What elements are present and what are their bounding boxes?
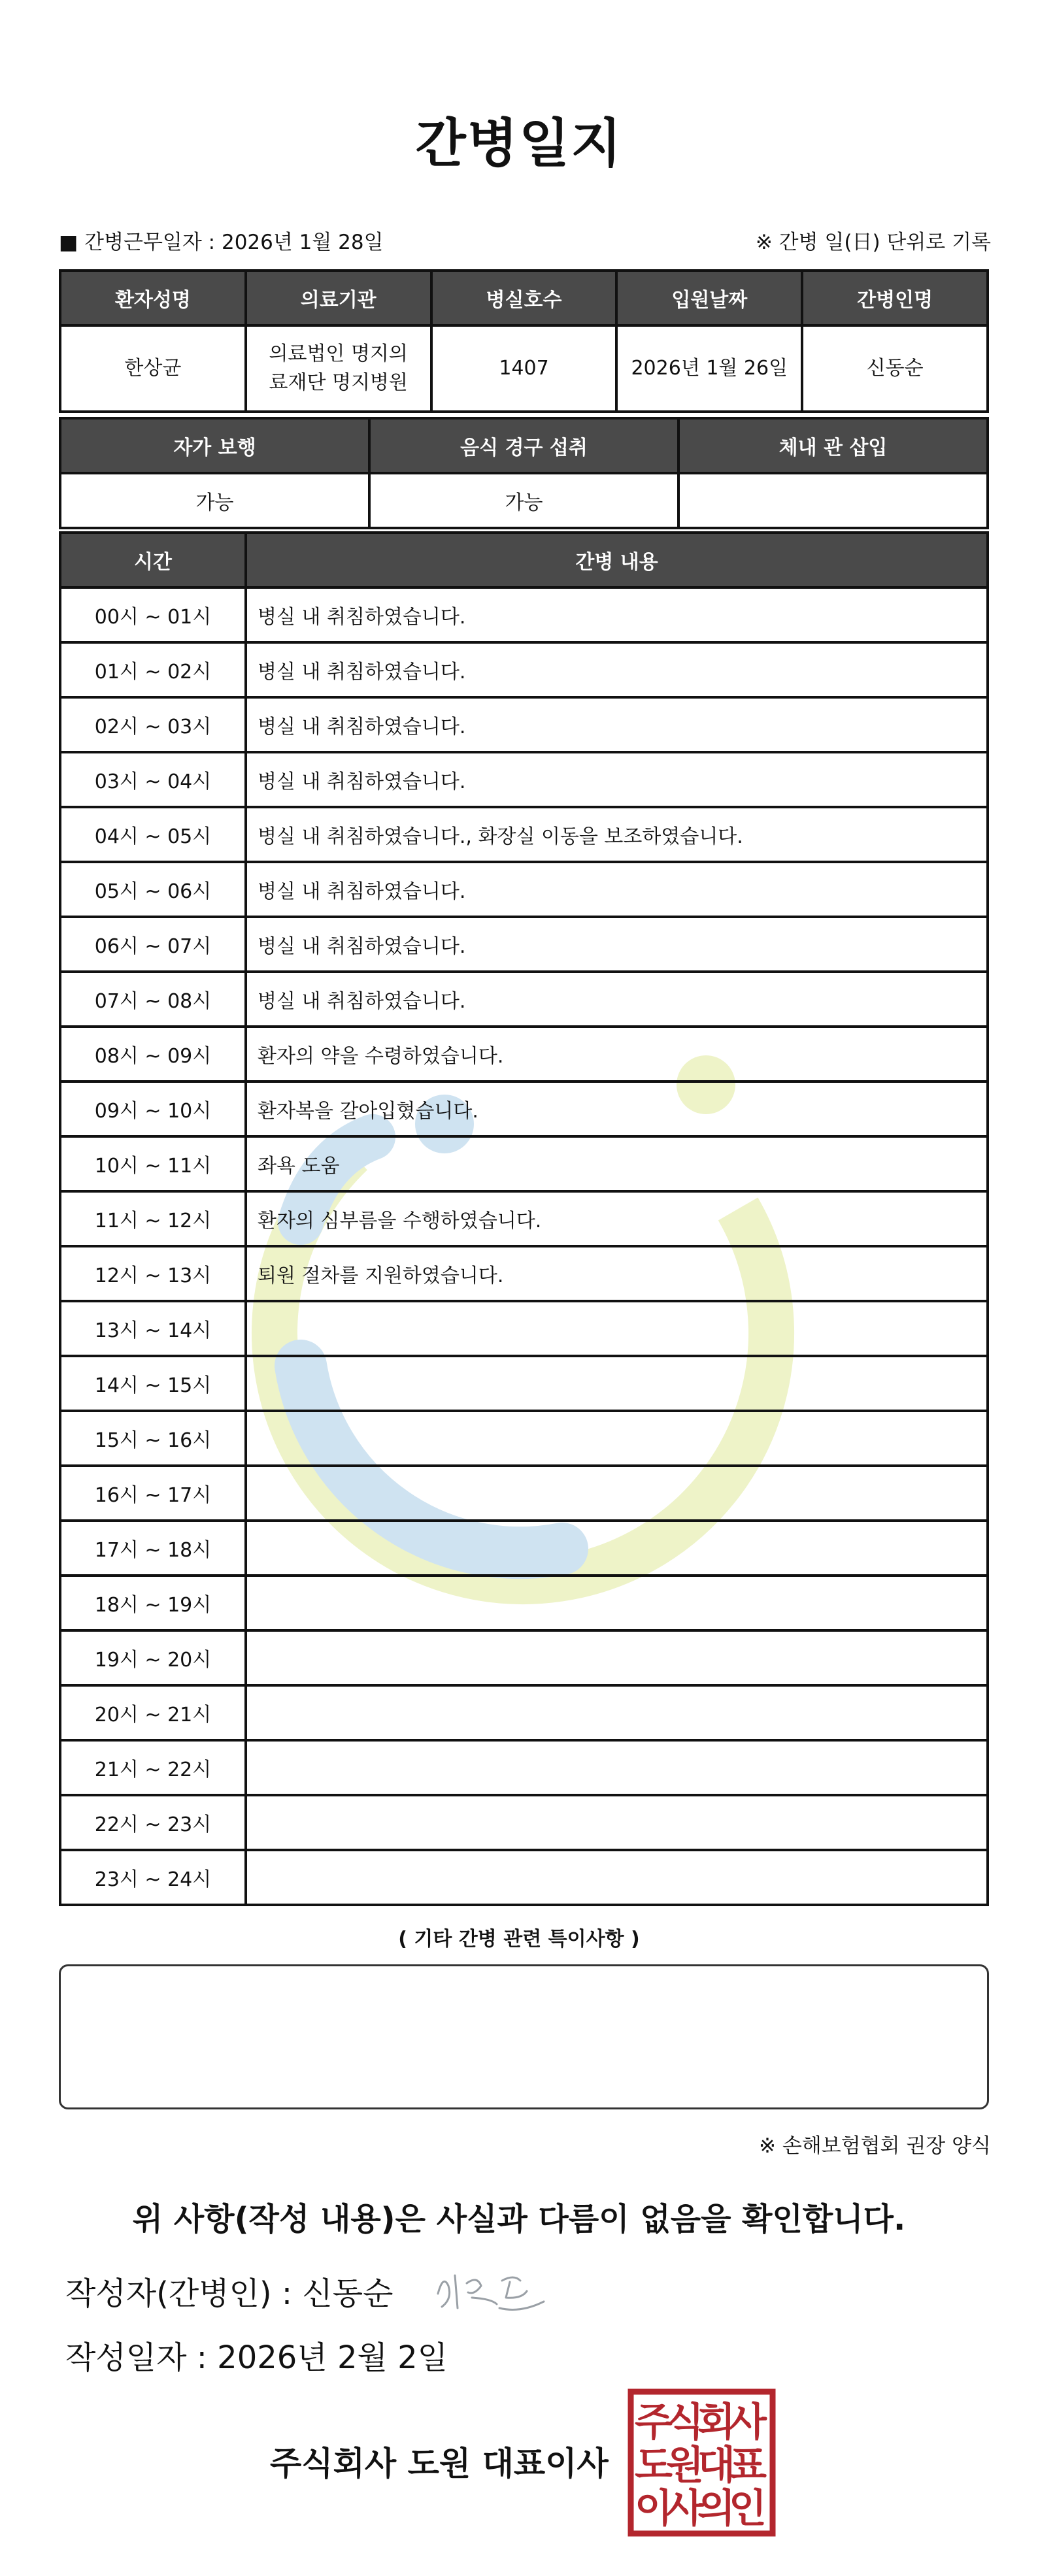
svg-text:대: 대 (697, 2443, 735, 2488)
table-row (60, 752, 988, 807)
row-time: 08시 ~ 09시 (60, 1027, 246, 1082)
row-time: 04시 ~ 05시 (60, 807, 246, 862)
row-care-content (246, 1521, 988, 1576)
table-row (60, 807, 988, 862)
svg-text:사: 사 (729, 2400, 767, 2445)
table-row (60, 1356, 988, 1411)
notes-title: ( 기타 간병 관련 특이사항 ) (398, 1928, 640, 1951)
row-time: 15시 ~ 16시 (60, 1411, 246, 1466)
hospital-name: 의료법인 명지의 료재단 명지병원 (246, 325, 431, 412)
care-log-table (59, 531, 989, 1906)
row-time: 19시 ~ 20시 (60, 1630, 246, 1685)
table-row (60, 862, 988, 917)
svg-text:식: 식 (666, 2400, 704, 2445)
table-row (60, 642, 988, 697)
row-time: 23시 ~ 24시 (60, 1850, 246, 1905)
row-care-content: 환자의 약을 수령하였습니다. (246, 1027, 988, 1082)
admission-date: 2026년 1월 26일 (616, 325, 802, 412)
header-tube-insertion: 체내 관 삽입 (678, 418, 988, 473)
row-time: 18시 ~ 19시 (60, 1576, 246, 1630)
row-time: 07시 ~ 08시 (60, 972, 246, 1027)
declaration-text: 위 사항(작성 내용)은 사실과 다름이 없음을 확인합니다. (132, 2201, 906, 2237)
table-row (60, 1521, 988, 1576)
table-row (60, 1411, 988, 1466)
header-oral-intake: 음식 경구 섭취 (369, 418, 678, 473)
patient-name: 한상균 (60, 325, 246, 412)
table-row (60, 1740, 988, 1795)
row-care-content: 좌욕 도움 (246, 1136, 988, 1191)
row-time: 11시 ~ 12시 (60, 1191, 246, 1246)
row-time: 20시 ~ 21시 (60, 1685, 246, 1740)
table-row (60, 972, 988, 1027)
work-date: ■ 간병근무일자 : 2026년 1월 28일 (59, 231, 384, 254)
header-self-walking: 자가 보행 (60, 418, 369, 473)
row-time: 09시 ~ 10시 (60, 1082, 246, 1136)
table-row (60, 1576, 988, 1630)
row-time: 17시 ~ 18시 (60, 1521, 246, 1576)
room-number: 1407 (431, 325, 617, 412)
patient-info-table (59, 269, 989, 413)
svg-text:표: 표 (729, 2443, 767, 2488)
row-time: 16시 ~ 17시 (60, 1466, 246, 1521)
row-care-content: 병실 내 취침하였습니다. (246, 972, 988, 1027)
row-time: 05시 ~ 06시 (60, 862, 246, 917)
svg-text:이: 이 (635, 2486, 673, 2532)
row-time: 01시 ~ 02시 (60, 642, 246, 697)
table-row (60, 1685, 988, 1740)
table-row (60, 1795, 988, 1850)
svg-text:사: 사 (666, 2486, 704, 2532)
header-patient-name: 환자성명 (60, 271, 246, 325)
table-row (60, 1027, 988, 1082)
svg-text:원: 원 (666, 2443, 704, 2488)
row-time: 22시 ~ 23시 (60, 1795, 246, 1850)
self-walking-value: 가능 (60, 473, 369, 528)
handwritten-signature (429, 2261, 553, 2320)
row-care-content: 병실 내 취침하였습니다. (246, 642, 988, 697)
header-hospital: 의료기관 (246, 271, 431, 325)
table-row (60, 1850, 988, 1905)
row-care-content: 병실 내 취침하였습니다. (246, 752, 988, 807)
table-row (60, 917, 988, 972)
row-care-content: 병실 내 취침하였습니다. (246, 697, 988, 752)
patient-status-table (59, 417, 989, 529)
company-representative: 주식회사 도원 대표이사 (270, 2445, 609, 2483)
table-row (60, 1246, 988, 1301)
special-notes-box (59, 1964, 989, 2109)
row-care-content (246, 1411, 988, 1466)
svg-text:의: 의 (697, 2486, 735, 2532)
row-care-content (246, 1301, 988, 1356)
written-date: 작성일자 : 2026년 2월 2일 (65, 2339, 448, 2376)
table-row (60, 1136, 988, 1191)
writer-line: 작성자(간병인) : 신동순 (65, 2275, 393, 2312)
caregiver-name: 신동순 (802, 325, 988, 412)
header-time: 시간 (60, 533, 246, 587)
row-care-content (246, 1630, 988, 1685)
svg-text:도: 도 (635, 2443, 673, 2488)
table-row (60, 697, 988, 752)
table-row (60, 1630, 988, 1685)
row-time: 03시 ~ 04시 (60, 752, 246, 807)
table-row (60, 1301, 988, 1356)
row-time: 10시 ~ 11시 (60, 1136, 246, 1191)
row-care-content: 환자복을 갈아입혔습니다. (246, 1082, 988, 1136)
form-source-note: ※ 손해보험협회 권장 양식 (759, 2134, 991, 2158)
oral-intake-value: 가능 (369, 473, 678, 528)
row-time: 02시 ~ 03시 (60, 697, 246, 752)
row-time: 12시 ~ 13시 (60, 1246, 246, 1301)
row-care-content: 퇴원 절차를 지원하였습니다. (246, 1246, 988, 1301)
svg-text:회: 회 (697, 2400, 735, 2445)
tube-insertion-value (678, 473, 988, 528)
header-admission-date: 입원날짜 (616, 271, 802, 325)
header-care-content: 간병 내용 (246, 533, 988, 587)
row-care-content: 병실 내 취침하였습니다. (246, 917, 988, 972)
row-care-content (246, 1740, 988, 1795)
header-caregiver-name: 간병인명 (802, 271, 988, 325)
row-time: 13시 ~ 14시 (60, 1301, 246, 1356)
header-room-number: 병실호수 (431, 271, 617, 325)
page-title: 간병일지 (415, 113, 623, 174)
table-row (60, 1466, 988, 1521)
row-time: 06시 ~ 07시 (60, 917, 246, 972)
table-row (60, 587, 988, 642)
daily-record-note: ※ 간병 일(日) 단위로 기록 (755, 231, 991, 254)
company-seal (628, 2388, 776, 2537)
row-care-content (246, 1576, 988, 1630)
row-care-content: 병실 내 취침하였습니다. (246, 587, 988, 642)
row-care-content (246, 1356, 988, 1411)
row-care-content (246, 1685, 988, 1740)
row-care-content (246, 1466, 988, 1521)
special-notes-content (61, 1966, 987, 1987)
svg-text:주: 주 (635, 2400, 673, 2445)
row-time: 21시 ~ 22시 (60, 1740, 246, 1795)
row-time: 14시 ~ 15시 (60, 1356, 246, 1411)
table-row (60, 1082, 988, 1136)
row-care-content: 환자의 심부름을 수행하였습니다. (246, 1191, 988, 1246)
svg-text:인: 인 (729, 2486, 767, 2532)
row-care-content: 병실 내 취침하였습니다., 화장실 이동을 보조하였습니다. (246, 807, 988, 862)
row-care-content (246, 1850, 988, 1905)
row-care-content (246, 1795, 988, 1850)
row-care-content: 병실 내 취침하였습니다. (246, 862, 988, 917)
table-row (60, 1191, 988, 1246)
row-time: 00시 ~ 01시 (60, 587, 246, 642)
